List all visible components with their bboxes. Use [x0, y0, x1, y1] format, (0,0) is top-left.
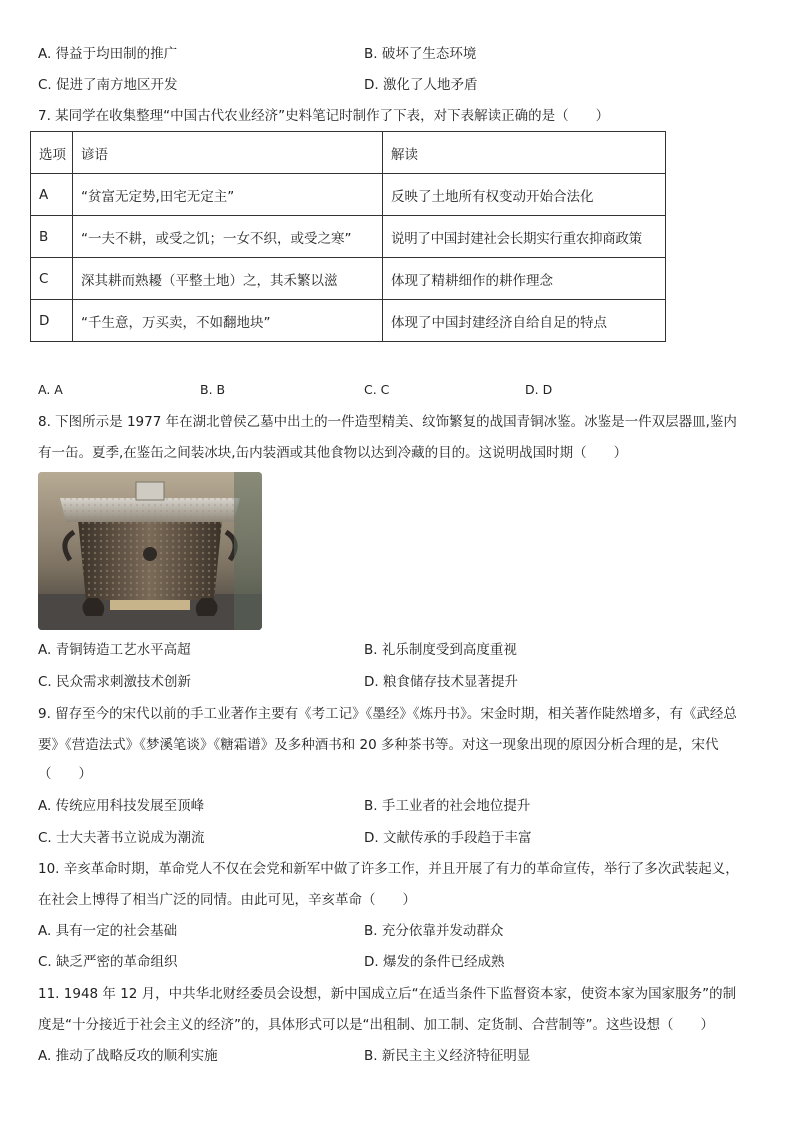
table-cell: “千生意，万买卖，不如翻地块”: [73, 300, 383, 342]
q7-option-a: A. A: [38, 382, 63, 397]
q8-option-c: C. 民众需求刺激技术创新: [38, 674, 192, 690]
table-row: [31, 258, 666, 300]
q10-option-c: C. 缺乏严密的革命组织: [38, 954, 178, 970]
q7-stem: 7. 某同学在收集整理“中国古代农业经济”史料笔记时制作了下表，对下表解读正确的是（ ）: [38, 108, 610, 124]
table-cell: 反映了土地所有权变动开始合法化: [383, 174, 666, 216]
q8-option-b: B. 礼乐制度受到高度重视: [364, 642, 517, 658]
q10-option-a: A. 具有一定的社会基础: [38, 923, 178, 939]
q9-option-c: C. 士大夫著书立说成为潮流: [38, 830, 205, 846]
bronze-ice-chest-image: [38, 472, 262, 630]
q8-option-a: A. 青铜铸造工艺水平高超: [38, 642, 191, 658]
q8-option-d: D. 粮食储存技术显著提升: [364, 674, 518, 690]
q11-option-a: A. 推动了战略反攻的顺利实施: [38, 1048, 218, 1064]
table-header-cell: 谚语: [73, 132, 383, 174]
q9-stem-line2: 要》《营造法式》《梦溪笔谈》《糖霜谱》及多种酒书和 20 多种茶书等。对这一现象出现的原因分析合理的是，宋代: [38, 737, 719, 753]
table-cell: C: [31, 258, 73, 300]
q6-option-b: B. 破坏了生态环境: [364, 46, 477, 62]
q11-option-b: B. 新民主主义经济特征明显: [364, 1048, 531, 1064]
q9-option-b: B. 手工业者的社会地位提升: [364, 798, 531, 814]
q6-option-c: C. 促进了南方地区开发: [38, 77, 178, 93]
table-cell: D: [31, 300, 73, 342]
q11-stem-line1: 11. 1948 年 12 月，中共华北财经委员会设想，新中国成立后“在适当条件下监督资本家，使资本家为国家服务”的制: [38, 986, 737, 1002]
q6-option-d: D. 激化了人地矛盾: [364, 77, 478, 93]
table-cell: B: [31, 216, 73, 258]
q7-option-b: B. B: [200, 382, 226, 397]
q10-stem-line1: 10. 辛亥革命时期，革命党人不仅在会党和新军中做了许多工作，并且开展了有力的革命宣传，举行了多次武装起义，: [38, 861, 739, 877]
q6-option-a: A. 得益于均田制的推广: [38, 46, 178, 62]
table-row: [31, 174, 666, 216]
table-cell: “贫富无定势,田宅无定主”: [73, 174, 383, 216]
q7-table: [30, 131, 666, 342]
table-cell: 体现了中国封建经济自给自足的特点: [383, 300, 666, 342]
q7-option-c: C. C: [364, 382, 390, 397]
table-header-row: [31, 132, 666, 174]
table-row: [31, 216, 666, 258]
table-cell: 说明了中国封建社会长期实行重农抑商政策: [383, 216, 666, 258]
q10-option-b: B. 充分依靠并发动群众: [364, 923, 504, 939]
q8-stem-line1: 8. 下图所示是 1977 年在湖北曾侯乙墓中出土的一件造型精美、纹饰繁复的战国青铜冰鉴。冰鉴是一件双层器皿,鉴内: [38, 414, 737, 430]
q8-stem-line2: 有一缶。夏季,在鉴缶之间装冰块,缶内装酒或其他食物以达到冷藏的目的。这说明战国时期（ ）: [38, 445, 628, 461]
table-cell: “一夫不耕，或受之饥；一女不织，或受之寒”: [73, 216, 383, 258]
bronze-ice-chest-photo: [38, 472, 262, 630]
q10-option-d: D. 爆发的条件已经成熟: [364, 954, 505, 970]
table-header-cell: 选项: [31, 132, 73, 174]
q9-stem-line3: （ ）: [38, 766, 92, 782]
table-cell: 深其耕而熟耰（平整土地）之，其禾繁以滋: [73, 258, 383, 300]
q10-stem-line2: 在社会上博得了相当广泛的同情。由此可见，辛亥革命（ ）: [38, 892, 416, 908]
q7-option-d: D. D: [525, 382, 553, 397]
table-cell: A: [31, 174, 73, 216]
q9-option-d: D. 文献传承的手段趋于丰富: [364, 830, 532, 846]
table-row: [31, 300, 666, 342]
table-header-cell: 解读: [383, 132, 666, 174]
q9-option-a: A. 传统应用科技发展至顶峰: [38, 798, 205, 814]
q9-stem-line1: 9. 留存至今的宋代以前的手工业著作主要有《考工记》《墨经》《炼丹书》。宋金时期，相关著作陡然增多，有《武经总: [38, 706, 737, 722]
q11-stem-line2: 度是“十分接近于社会主义的经济”的，具体形式可以是“出租制、加工制、定货制、合营制等”。这些设想（ ）: [38, 1017, 714, 1033]
table-cell: 体现了精耕细作的耕作理念: [383, 258, 666, 300]
